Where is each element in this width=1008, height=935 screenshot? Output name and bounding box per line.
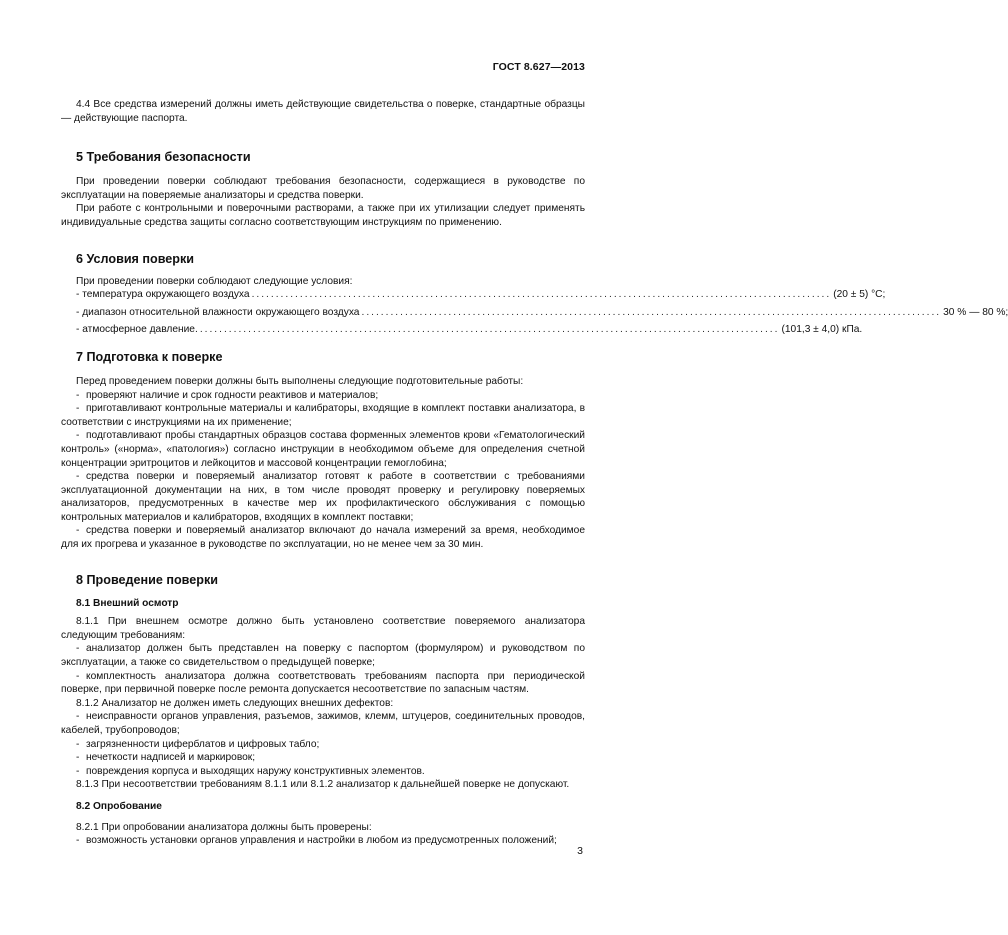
list-item (61, 470, 585, 524)
page-number: 3 (577, 845, 583, 857)
list-item-text: неисправности органов управления, разъемов, зажимов, клемм, штуцеров, соединительных проводов, кабелей, трубопроводов; (61, 711, 585, 736)
dot-leader: ........................................................................................................................ (251, 289, 832, 301)
list-dash: - (76, 711, 80, 723)
paragraph: 8.1.3 При несоответствии требованиям 8.1.1 или 8.1.2 анализатор к дальнейшей поверке не допускают. (76, 779, 570, 791)
section-heading: 7 Подготовка к поверке (76, 349, 223, 364)
paragraph: При проведении поверки соблюдают требования безопасности, содержащиеся в руководстве по эксплуатации на поверяемые анализаторы и средства поверки. (61, 176, 585, 201)
section-heading: 8 Проведение поверки (76, 572, 218, 587)
condition-value: 30 % — 80 %; (943, 306, 1008, 318)
list-dash: - (76, 471, 80, 483)
list-item (61, 389, 585, 403)
condition-row (61, 306, 1008, 320)
list-dash: - (76, 430, 80, 442)
list-item (61, 524, 585, 551)
subsection-heading: 8.2 Опробование (76, 800, 162, 812)
list-dash: - (76, 738, 80, 750)
condition-label: - температура окружающего воздуха (76, 289, 250, 301)
condition-row (61, 323, 863, 337)
paragraph: Перед проведением поверки должны быть выполнены следующие подготовительные работы: (76, 375, 524, 387)
list-item (61, 710, 585, 737)
list-dash: - (76, 835, 80, 847)
section-heading: 6 Условия поверки (76, 251, 195, 266)
document-code-header: ГОСТ 8.627—2013 (492, 61, 585, 73)
paragraph: 8.1.1 При внешнем осмотре должно быть установлено соответствие поверяемого анализатора следующим требованиям: (61, 616, 585, 641)
section-heading: 5 Требования безопасности (76, 150, 251, 165)
list-dash: - (76, 525, 80, 537)
list-dash: - (76, 389, 80, 401)
list-item-text: комплектность анализатора должна соответствовать требованиям паспорта при периодической поверке, при первичной поверке после ремонта допускается несоответствие по запасным частям. (61, 670, 585, 696)
list-item-text: повреждения корпуса и выходящих наружу конструктивных элементов. (86, 765, 425, 777)
list-item-text: средства поверки и поверяемый анализатор включают до начала измерений за время, необходимое для их прогрева и указанное в руководстве по эксплуатации, но не менее чем за 30 мин. (61, 525, 585, 551)
dot-leader: ........................................................................................................................ (361, 306, 942, 318)
list-item-text: нечеткости надписей и маркировок; (86, 752, 256, 764)
paragraph: 8.1.2 Анализатор не должен иметь следующих внешних дефектов: (76, 697, 394, 709)
condition-label: - атмосферное давление. (76, 324, 198, 336)
list-item (61, 429, 585, 470)
list-dash: - (76, 765, 80, 777)
list-item (61, 751, 585, 765)
paragraph: При проведении поверки соблюдают следующие условия: (76, 275, 353, 287)
list-dash: - (76, 403, 80, 415)
document-body (61, 90, 1008, 848)
list-item (61, 834, 585, 848)
list-item (61, 642, 585, 669)
paragraph: 8.2.1 При опробовании анализатора должны быть проверены: (76, 821, 372, 833)
condition-value: (20 ± 5) °С; (833, 289, 886, 301)
list-dash: - (76, 643, 80, 655)
paragraph: При работе с контрольными и поверочными растворами, а также при их утилизации следует применять индивидуальные средства защиты согласно соответствующим инструкциям по применению. (61, 203, 585, 228)
list-item-text: анализатор должен быть представлен на поверку с паспортом (формуляром) и руководством по эксплуатации, а также со свидетельством о предыдущей поверке; (61, 643, 585, 669)
paragraph: 4.4 Все средства измерений должны иметь действующие свидетельства о поверке, стандартные образцы — действующие паспорта. (61, 99, 585, 124)
dot-leader: ........................................................................................................................ (199, 324, 780, 336)
list-item (61, 670, 585, 697)
list-dash: - (76, 670, 80, 682)
list-item-text: загрязненности циферблатов и цифровых табло; (86, 738, 320, 750)
list-item-text: средства поверки и поверяемый анализатор готовят к работе в соответствии с требованиями эксплуатационной документации на них, в том числе проводят проверку и регулировку поверяемых анализаторов, предусмотренных в качестве мер их профилактического обслуживания с помощью контрольных материалов и калибраторов, входящих в комплект поставки; (61, 471, 585, 523)
list-item (61, 738, 585, 752)
list-item-text: подготавливают пробы стандартных образцов состава форменных элементов крови «Гематологический контроль» («норма», «патология») согласно инструкции в необходимом объеме для определения счетной концентрации эритроцитов и лейкоцитов и массовой концентрации гемоглобина; (61, 430, 585, 469)
condition-value: (101,3 ± 4,0) кПа. (781, 324, 863, 336)
subsection-heading: 8.1 Внешний осмотр (76, 597, 179, 609)
list-item (61, 765, 585, 779)
list-item-text: приготавливают контрольные материалы и калибраторы, входящие в комплект поставки анализатора, в соответствии с инструкциями на их применение; (61, 403, 585, 428)
list-dash: - (76, 752, 80, 764)
list-item-text: возможность установки органов управления и настройки в любом из предусмотренных положений; (86, 835, 557, 847)
condition-row (61, 288, 886, 302)
list-item-text: проверяют наличие и срок годности реактивов и материалов; (86, 389, 379, 401)
list-item (61, 402, 585, 429)
condition-label: - диапазон относительной влажности окружающего воздуха (76, 306, 360, 318)
